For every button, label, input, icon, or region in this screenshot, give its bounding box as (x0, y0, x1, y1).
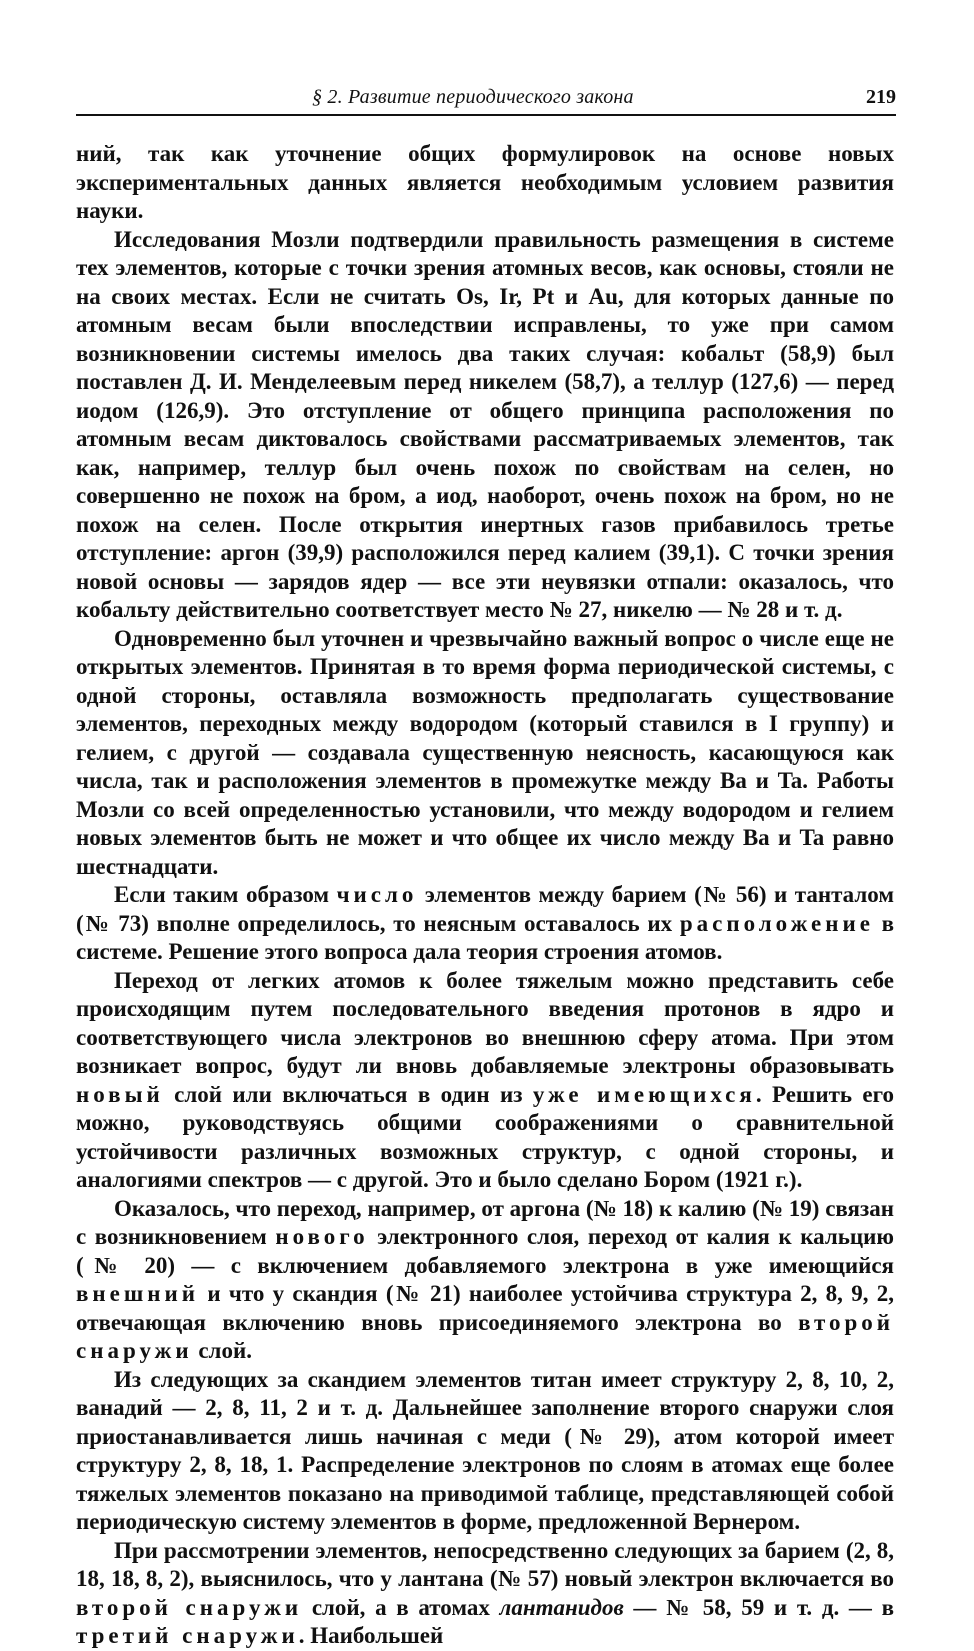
paragraph (76, 625, 894, 882)
text-run: Оказалось, что переход, например, от аргона (№ 18) к калию (№ 19) связан с возникновением (76, 1195, 894, 1249)
text-run: — № 58, 59 и т. д. — в (623, 1594, 894, 1620)
text-run: слой. (192, 1338, 252, 1363)
paragraph (76, 140, 894, 226)
text-run: слой, а в атомах (302, 1594, 500, 1620)
page-number: 219 (866, 86, 896, 108)
body-text (76, 140, 894, 1651)
italic-term: лантанидов (499, 1594, 624, 1620)
spaced-emphasis: число (336, 882, 418, 907)
paragraph (76, 881, 894, 967)
text-run: в системе. Решение этого вопроса дала теория строения атомов. (76, 910, 895, 964)
text-run: элементов между барием (№ 56) и танталом (№ 73) вполне определилось, то неясным оставалось их (76, 882, 894, 936)
spaced-emphasis: третий снаружи (76, 1623, 299, 1648)
text-run: Одновременно был уточнен и чрезвычайно важный вопрос о числе еще не открытых элементов. Принятая в то время форма периодической системы, с одной стороны, оставляла возможность предполагать существование элементов, переходных между водородом (который ставился в I группу) и гелием, с другой — создавала существенную неясность, касающуюся как числа, так и расположения элементов в промежутке между Ba и Ta. Работы Мозли со всей определенностью установили, что между водородом и гелием новых элементов быть не может и что общее их число между Ba и Ta равно шестнадцати. (76, 625, 894, 879)
spaced-emphasis: второй снаружи (76, 1594, 303, 1620)
text-run: электронного слоя, переход от калия к кальцию (№ 20) — с включением добавляемого электрона в уже имеющийся (76, 1224, 894, 1278)
text-run: Переход от легких атомов к более тяжелым можно представить себе происходящим путем последовательного введения протонов в ядро и соответствующего числа электронов во внешнюю сферу атома. При этом возникает вопрос, будут ли вновь добавляемые электроны образовывать (76, 967, 894, 1078)
text-run: При рассмотрении элементов, непосредственно следующих за барием (2, 8, 18, 18, 8, 2), выяснилось, что у лантана (№ 57) новый электрон включается во (76, 1537, 894, 1591)
text-run: слой или включаться в один из (163, 1081, 533, 1107)
paragraph (76, 1537, 894, 1651)
spaced-emphasis: второй снаружи (76, 1309, 894, 1363)
text-run: . Решить его можно, руководствуясь общими соображениями о сравнительной устойчивости различных возможных структур, с одной стороны, и аналогиями спектров — с другой. Это и было сделано Бором (1921 г.). (76, 1081, 894, 1192)
text-run: . Наибольшей (298, 1623, 444, 1648)
paragraph (76, 1366, 894, 1537)
text-run: Исследования Мозли подтвердили правильность размещения в системе тех элементов, которые с точки зрения атомных весов, как основы, стояли не на своих местах. Если не считать Os, Ir, Pt и Au, для которых данные по атомным весам были впоследствии исправлены, то уже при самом возникновении системы имелось два таких случая: кобальт (58,9) был поставлен Д. И. Менделеевым перед никелем (58,7), а теллур (127,6) — перед иодом (126,9). Это отступление от общего принципа расположения по атомным весам диктовалось свойствами рассматриваемых элементов, так как, например, теллур был очень похож по свойствам на селен, но совершенно не похож на бром, а иод, наоборот, очень похож на бром, но не похож на селен. После открытия инертных газов прибавилось третье отступление: аргон (39,9) расположился перед калием (39,1). С точки зрения новой основы — зарядов ядер — все эти неувязки отпали: оказалось, что кобальту действительно соответствует место № 27, никелю — № 28 и т. д. (76, 226, 894, 622)
spaced-emphasis: внешний (76, 1281, 200, 1306)
running-title: § 2. Развитие периодического закона (312, 86, 634, 108)
text-run: Если таким образом (114, 882, 337, 907)
header-rule (76, 114, 896, 116)
spaced-emphasis: новый (76, 1081, 164, 1107)
paragraph (76, 226, 894, 625)
text-run: Из следующих за скандием элементов титан имеет структуру 2, 8, 10, 2, ванадий — 2, 8, 11, 2 и т. д. Дальнейшее заполнение второго снаружи слоя приостанавливается лишь начиная с меди (№ 29), атом которой имеет структуру 2, 8, 18, 1. Распределение электронов по слоям в атомах еще более тяжелых элементов показано на приводимой таблице, представляющей собой периодическую систему элементов в форме, предложенной Вернером. (76, 1366, 894, 1534)
text-run: ний, так как уточнение общих формулировок на основе новых экспериментальных данных является необходимым условием развития науки. (76, 141, 894, 223)
paragraph (76, 1195, 894, 1366)
page-header (76, 86, 896, 112)
spaced-emphasis: нового (275, 1224, 369, 1249)
paragraph (76, 967, 894, 1195)
spaced-emphasis: уже имеющихся (532, 1081, 756, 1107)
text-run: и что у скандия (№ 21) наиболее устойчива структура 2, 8, 9, 2, отвечающая включению вновь присоединяемого электрона во (76, 1281, 894, 1335)
spaced-emphasis: расположение (679, 910, 874, 936)
